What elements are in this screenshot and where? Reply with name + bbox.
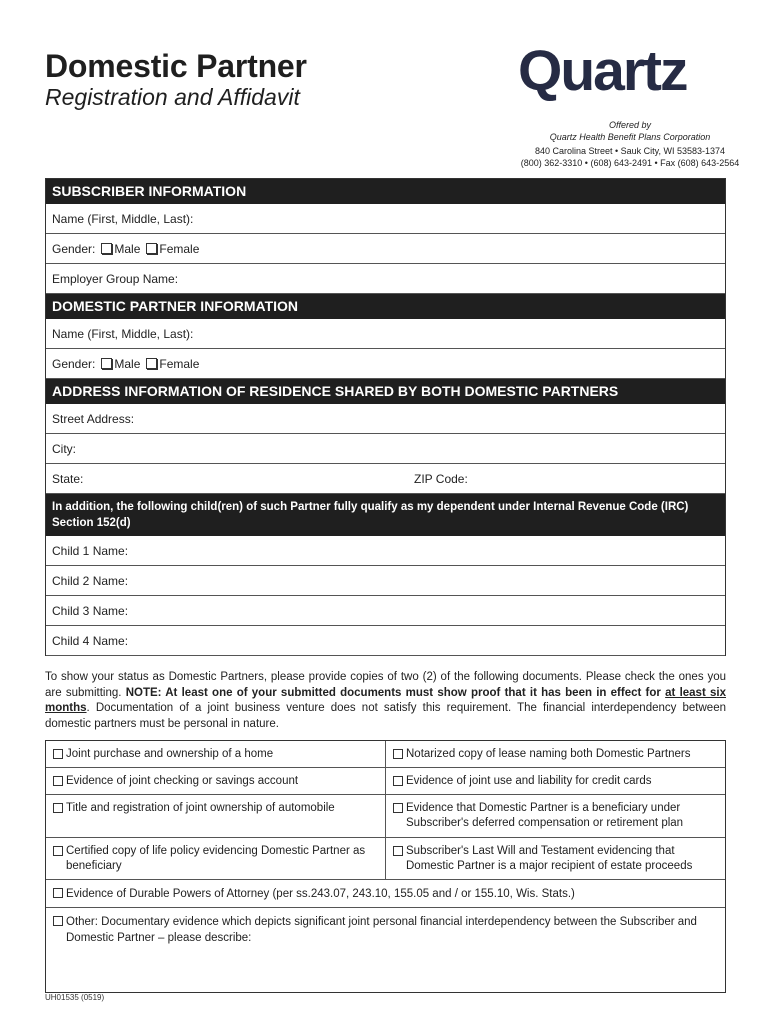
page-title: Domestic Partner [45, 48, 307, 84]
zip-label: ZIP Code: [414, 472, 468, 486]
employer-group-field[interactable] [46, 264, 725, 294]
doc-label: Evidence of joint checking or savings account [66, 775, 299, 787]
doc-item[interactable] [46, 768, 385, 794]
checkbox-icon[interactable] [53, 803, 63, 813]
doc-item[interactable] [385, 838, 725, 879]
child-1-label: Child 1 Name: [52, 544, 129, 558]
instructions-paragraph [45, 670, 726, 732]
page-subtitle: Registration and Affidavit [45, 84, 300, 110]
doc-label: Other: Documentary evidence which depicts significant joint personal financial interdependency between the Subscriber and Domestic Partner – please describe: [66, 916, 697, 944]
company-address: 840 Carolina Street • Sauk City, WI 53583-1374 [534, 146, 726, 156]
child-4-label: Child 4 Name: [52, 634, 129, 648]
doc-row [46, 838, 725, 880]
street-address-field[interactable] [46, 404, 725, 434]
employer-group-label: Employer Group Name: [52, 272, 179, 286]
partner-female-label: Female [159, 357, 200, 371]
partner-male-checkbox[interactable] [101, 358, 112, 369]
doc-item[interactable] [385, 768, 725, 794]
instructions-note: NOTE: At least one of your submitted documents must show proof that it has been in effect for [125, 686, 661, 699]
registration-form [45, 178, 726, 656]
subscriber-female-label: Female [159, 242, 200, 256]
doc-item[interactable] [46, 795, 385, 837]
doc-item[interactable] [46, 838, 385, 879]
company-name: Quartz Health Benefit Plans Corporation [549, 132, 711, 142]
subscriber-name-field[interactable] [46, 204, 725, 234]
checkbox-icon[interactable] [53, 846, 63, 856]
doc-item[interactable] [385, 795, 725, 837]
city-label: City: [52, 442, 76, 456]
doc-label: Evidence of Durable Powers of Attorney (per ss.243.07, 243.10, 155.05 and / or 155.10, Wis. Stats.) [66, 888, 575, 900]
subscriber-male-label: Male [114, 242, 141, 256]
subscriber-male-checkbox[interactable] [101, 243, 112, 254]
subscriber-gender-label: Gender: [52, 242, 96, 256]
city-field[interactable] [46, 434, 725, 464]
doc-label: Title and registration of joint ownership of automobile [66, 802, 335, 814]
doc-item-full[interactable] [46, 880, 725, 908]
doc-row [46, 768, 725, 795]
doc-label: Certified copy of life policy evidencing Domestic Partner as beneficiary [66, 845, 366, 872]
partner-name-field[interactable] [46, 319, 725, 349]
children-section-heading: In addition, the following child(ren) of such Partner fully qualify as my dependent under Internal Revenue Code (IRC) Section 152(d) [46, 494, 725, 536]
offered-by-label: Offered by [608, 120, 652, 130]
checkbox-icon[interactable] [53, 776, 63, 786]
subscriber-section-heading: SUBSCRIBER INFORMATION [46, 179, 725, 204]
partner-section-heading: DOMESTIC PARTNER INFORMATION [46, 294, 725, 319]
child-3-field[interactable] [46, 596, 725, 626]
checkbox-icon[interactable] [53, 916, 63, 926]
doc-label: Evidence that Domestic Partner is a beneficiary under Subscriber's deferred compensation or retirement plan [406, 802, 684, 829]
state-zip-row[interactable] [46, 464, 725, 494]
partner-female-checkbox[interactable] [146, 358, 157, 369]
partner-gender-row [46, 349, 725, 379]
quartz-logo: Quartz [518, 39, 687, 103]
checkbox-icon[interactable] [53, 888, 63, 898]
checkbox-icon[interactable] [393, 803, 403, 813]
doc-label: Joint purchase and ownership of a home [66, 748, 274, 760]
doc-row [46, 741, 725, 768]
doc-label: Notarized copy of lease naming both Domestic Partners [406, 748, 691, 760]
doc-item[interactable] [46, 741, 385, 767]
child-2-field[interactable] [46, 566, 725, 596]
documents-checklist [45, 740, 726, 993]
address-section-heading: ADDRESS INFORMATION OF RESIDENCE SHARED BY BOTH DOMESTIC PARTNERS [46, 379, 725, 404]
doc-label: Evidence of joint use and liability for credit cards [406, 775, 652, 787]
instructions-six-months: at least six months [45, 686, 726, 714]
checkbox-icon[interactable] [53, 749, 63, 759]
doc-item-other[interactable] [46, 908, 725, 992]
checkbox-icon[interactable] [393, 776, 403, 786]
instructions-text: To show your status as Domestic Partners, please provide copies of two (2) of the following documents. Please check the ones you are submitting. [45, 671, 726, 699]
subscriber-female-checkbox[interactable] [146, 243, 157, 254]
child-4-field[interactable] [46, 626, 725, 656]
state-label: State: [52, 472, 84, 486]
subscriber-gender-row [46, 234, 725, 264]
doc-row [46, 795, 725, 838]
partner-gender-label: Gender: [52, 357, 96, 371]
instructions-text-end: . Documentation of a joint business venture does not satisfy this requirement. The financial interdependency between domestic partners must be personal in nature. [45, 702, 726, 730]
subscriber-name-label: Name (First, Middle, Last): [52, 212, 194, 226]
checkbox-icon[interactable] [393, 749, 403, 759]
form-code: UH01535 (0519) [45, 993, 105, 1002]
child-1-field[interactable] [46, 536, 725, 566]
checkbox-icon[interactable] [393, 846, 403, 856]
street-address-label: Street Address: [52, 412, 135, 426]
doc-item[interactable] [385, 741, 725, 767]
child-2-label: Child 2 Name: [52, 574, 129, 588]
child-3-label: Child 3 Name: [52, 604, 129, 618]
company-phone: (800) 362-3310 • (608) 643-2491 • Fax (608) 643-2564 [520, 158, 740, 168]
doc-label: Subscriber's Last Will and Testament evidencing that Domestic Partner is a major recipient of estate proceeds [406, 845, 693, 872]
partner-male-label: Male [114, 357, 141, 371]
partner-name-label: Name (First, Middle, Last): [52, 327, 194, 341]
